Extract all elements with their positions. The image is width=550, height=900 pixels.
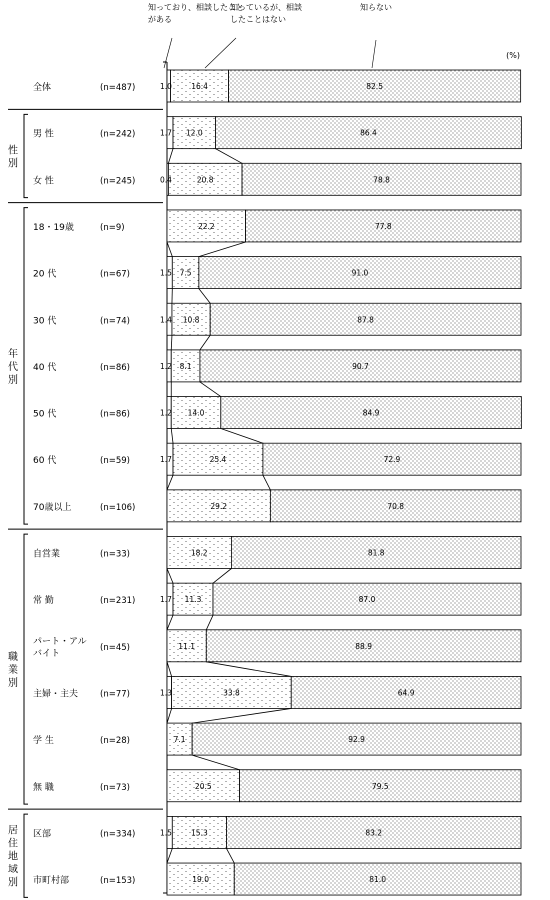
connector-line bbox=[167, 708, 172, 723]
data-label: 16.4 bbox=[191, 82, 208, 91]
data-label: 91.0 bbox=[351, 268, 369, 278]
category-label: 主婦・主夫 bbox=[33, 689, 79, 700]
legend-label-1: 知っており、相談したこと bbox=[148, 3, 244, 12]
connector-line bbox=[200, 335, 210, 350]
data-label: 72.9 bbox=[383, 455, 401, 465]
connector-line bbox=[200, 382, 221, 397]
data-label: 10.8 bbox=[182, 315, 200, 325]
data-label: 1.7 bbox=[160, 128, 172, 138]
connector-line bbox=[167, 848, 172, 863]
sample-size-label: (n=86) bbox=[100, 409, 130, 420]
connector-line bbox=[192, 708, 291, 723]
category-label: 全体 bbox=[33, 83, 52, 93]
connector-line bbox=[167, 569, 173, 584]
sample-size-label: (n=59) bbox=[100, 456, 130, 467]
connector-line bbox=[213, 569, 231, 584]
data-label: 1.7 bbox=[160, 455, 172, 465]
legend bbox=[148, 2, 520, 68]
data-label: 18.2 bbox=[190, 548, 208, 558]
data-label: 20.8 bbox=[196, 175, 214, 185]
connector-line bbox=[171, 335, 172, 350]
connector-line bbox=[171, 429, 173, 444]
category-label: パート・アル bbox=[33, 636, 87, 647]
data-label: 14.0 bbox=[187, 408, 205, 418]
group-label-2: 代 bbox=[8, 361, 18, 373]
group-bracket bbox=[24, 814, 28, 897]
data-label: 1.3 bbox=[160, 688, 172, 698]
data-label: 0.4 bbox=[160, 175, 172, 185]
data-label: 64.9 bbox=[397, 688, 415, 698]
data-label: 20.5 bbox=[194, 781, 212, 791]
data-label: 7.1 bbox=[173, 735, 186, 745]
connector-line bbox=[206, 615, 213, 630]
data-label: 7.5 bbox=[179, 268, 192, 278]
data-label: 1.2 bbox=[160, 408, 172, 418]
category-label: 30 代 bbox=[33, 316, 57, 327]
group-label-3: 業 bbox=[8, 665, 18, 677]
legend-label-2: したことはない bbox=[230, 15, 286, 24]
category-label: 区部 bbox=[33, 829, 52, 840]
data-label: 81.0 bbox=[369, 875, 386, 885]
group-label-1: 別 bbox=[8, 158, 18, 170]
legend-leader-line bbox=[372, 40, 376, 68]
category-label: 60 代 bbox=[33, 456, 57, 467]
group-label-1: 性 bbox=[8, 145, 18, 157]
sample-size-label: (n=242) bbox=[100, 129, 136, 140]
sample-size-label: (n=33) bbox=[100, 549, 130, 560]
legend-leader-line bbox=[164, 38, 172, 68]
sample-size-label: (n=73) bbox=[100, 782, 130, 793]
sample-size-label: (n=153) bbox=[100, 876, 136, 887]
data-label: 19.0 bbox=[192, 875, 209, 885]
connector-line bbox=[215, 149, 242, 164]
group-label-4: 域 bbox=[8, 864, 18, 876]
connector-line bbox=[226, 848, 234, 863]
data-label: 86.4 bbox=[360, 128, 377, 138]
connector-line bbox=[221, 429, 263, 444]
category-label: 自営業 bbox=[33, 549, 61, 560]
data-label: 83.2 bbox=[365, 828, 383, 838]
data-label: 1.7 bbox=[160, 595, 172, 605]
data-label: 25.4 bbox=[209, 455, 227, 465]
category-label: バイト bbox=[33, 648, 61, 659]
sample-size-label: (n=77) bbox=[100, 689, 130, 700]
connector-line bbox=[199, 242, 246, 257]
category-label: 18・19歳 bbox=[33, 222, 74, 233]
connector-line bbox=[206, 662, 291, 677]
sample-size-label: (n=334) bbox=[100, 829, 136, 840]
sample-size-label: (n=231) bbox=[100, 596, 136, 607]
category-label: 常 勤 bbox=[33, 596, 54, 607]
sample-size-label: (n=106) bbox=[100, 502, 136, 513]
legend-label-1: がある bbox=[148, 15, 172, 24]
data-label: 22.2 bbox=[197, 221, 215, 231]
data-label: 15.3 bbox=[191, 828, 208, 838]
connector-line bbox=[167, 242, 172, 257]
data-label: 79.5 bbox=[371, 781, 389, 791]
category-label: 男 性 bbox=[33, 129, 54, 140]
sample-size-label: (n=67) bbox=[100, 269, 130, 280]
group-label-3: 職 bbox=[8, 652, 18, 664]
category-label: 20 代 bbox=[33, 269, 57, 280]
connector-line bbox=[167, 662, 172, 677]
bars bbox=[167, 70, 521, 895]
data-label: 29.2 bbox=[210, 501, 228, 511]
category-label: 無 職 bbox=[33, 782, 54, 793]
group-label-3: 別 bbox=[8, 678, 18, 690]
group-label-4: 別 bbox=[8, 877, 18, 889]
axis-lines bbox=[8, 62, 167, 897]
data-label: 87.8 bbox=[357, 315, 374, 325]
unit-label: (%) bbox=[506, 51, 520, 60]
group-label-2: 年 bbox=[8, 348, 18, 360]
data-label: 1.2 bbox=[160, 361, 172, 371]
data-label: 1.0 bbox=[160, 82, 172, 91]
data-label: 33.8 bbox=[223, 688, 240, 698]
group-label-2: 別 bbox=[8, 374, 18, 386]
connector-line bbox=[167, 615, 173, 630]
group-label-4: 住 bbox=[8, 838, 18, 850]
connector-line bbox=[167, 475, 173, 490]
data-label: 81.8 bbox=[367, 548, 385, 558]
group-bracket bbox=[24, 534, 28, 804]
data-label: 92.9 bbox=[348, 735, 365, 745]
sample-size-label: (n=45) bbox=[100, 642, 130, 653]
category-label: 女 性 bbox=[33, 176, 54, 187]
legend-label-3: 知らない bbox=[360, 3, 392, 12]
connector-line bbox=[192, 755, 239, 770]
data-label: 12.0 bbox=[185, 128, 203, 138]
category-label: 70歳以上 bbox=[33, 502, 72, 513]
sample-size-label: (n=487) bbox=[100, 83, 136, 93]
category-label: 学 生 bbox=[33, 736, 54, 747]
data-label: 84.9 bbox=[362, 408, 380, 418]
data-label: 8.1 bbox=[179, 361, 192, 371]
data-label: 1.4 bbox=[160, 315, 172, 325]
sample-size-label: (n=9) bbox=[100, 222, 125, 233]
connector-line bbox=[263, 475, 270, 490]
data-label: 78.8 bbox=[373, 175, 390, 185]
data-label: 11.1 bbox=[178, 641, 195, 651]
legend-label-2: 知っているが、相談 bbox=[230, 3, 302, 12]
group-bracket bbox=[24, 208, 28, 525]
category-label: 50 代 bbox=[33, 409, 57, 420]
connector-line bbox=[199, 289, 210, 304]
data-label: 87.0 bbox=[358, 595, 376, 605]
sample-size-label: (n=86) bbox=[100, 362, 130, 373]
category-label: 市町村部 bbox=[33, 876, 70, 887]
sample-size-label: (n=245) bbox=[100, 176, 136, 187]
data-label: 82.5 bbox=[366, 82, 383, 91]
data-label: 70.8 bbox=[387, 501, 405, 511]
group-label-4: 居 bbox=[8, 825, 18, 837]
data-label: 11.3 bbox=[184, 595, 202, 605]
connector-line bbox=[168, 149, 173, 164]
group-label-4: 地 bbox=[8, 851, 18, 863]
data-label: 1.5 bbox=[160, 268, 172, 278]
sample-size-label: (n=28) bbox=[100, 736, 130, 747]
legend-leader-line bbox=[205, 38, 236, 68]
data-label: 1.5 bbox=[160, 828, 172, 838]
data-label: 90.7 bbox=[352, 361, 369, 371]
category-label: 40 代 bbox=[33, 362, 57, 373]
group-bracket bbox=[24, 114, 28, 197]
sample-size-label: (n=74) bbox=[100, 316, 130, 327]
data-label: 77.8 bbox=[374, 221, 392, 231]
data-label: 88.9 bbox=[355, 641, 372, 651]
